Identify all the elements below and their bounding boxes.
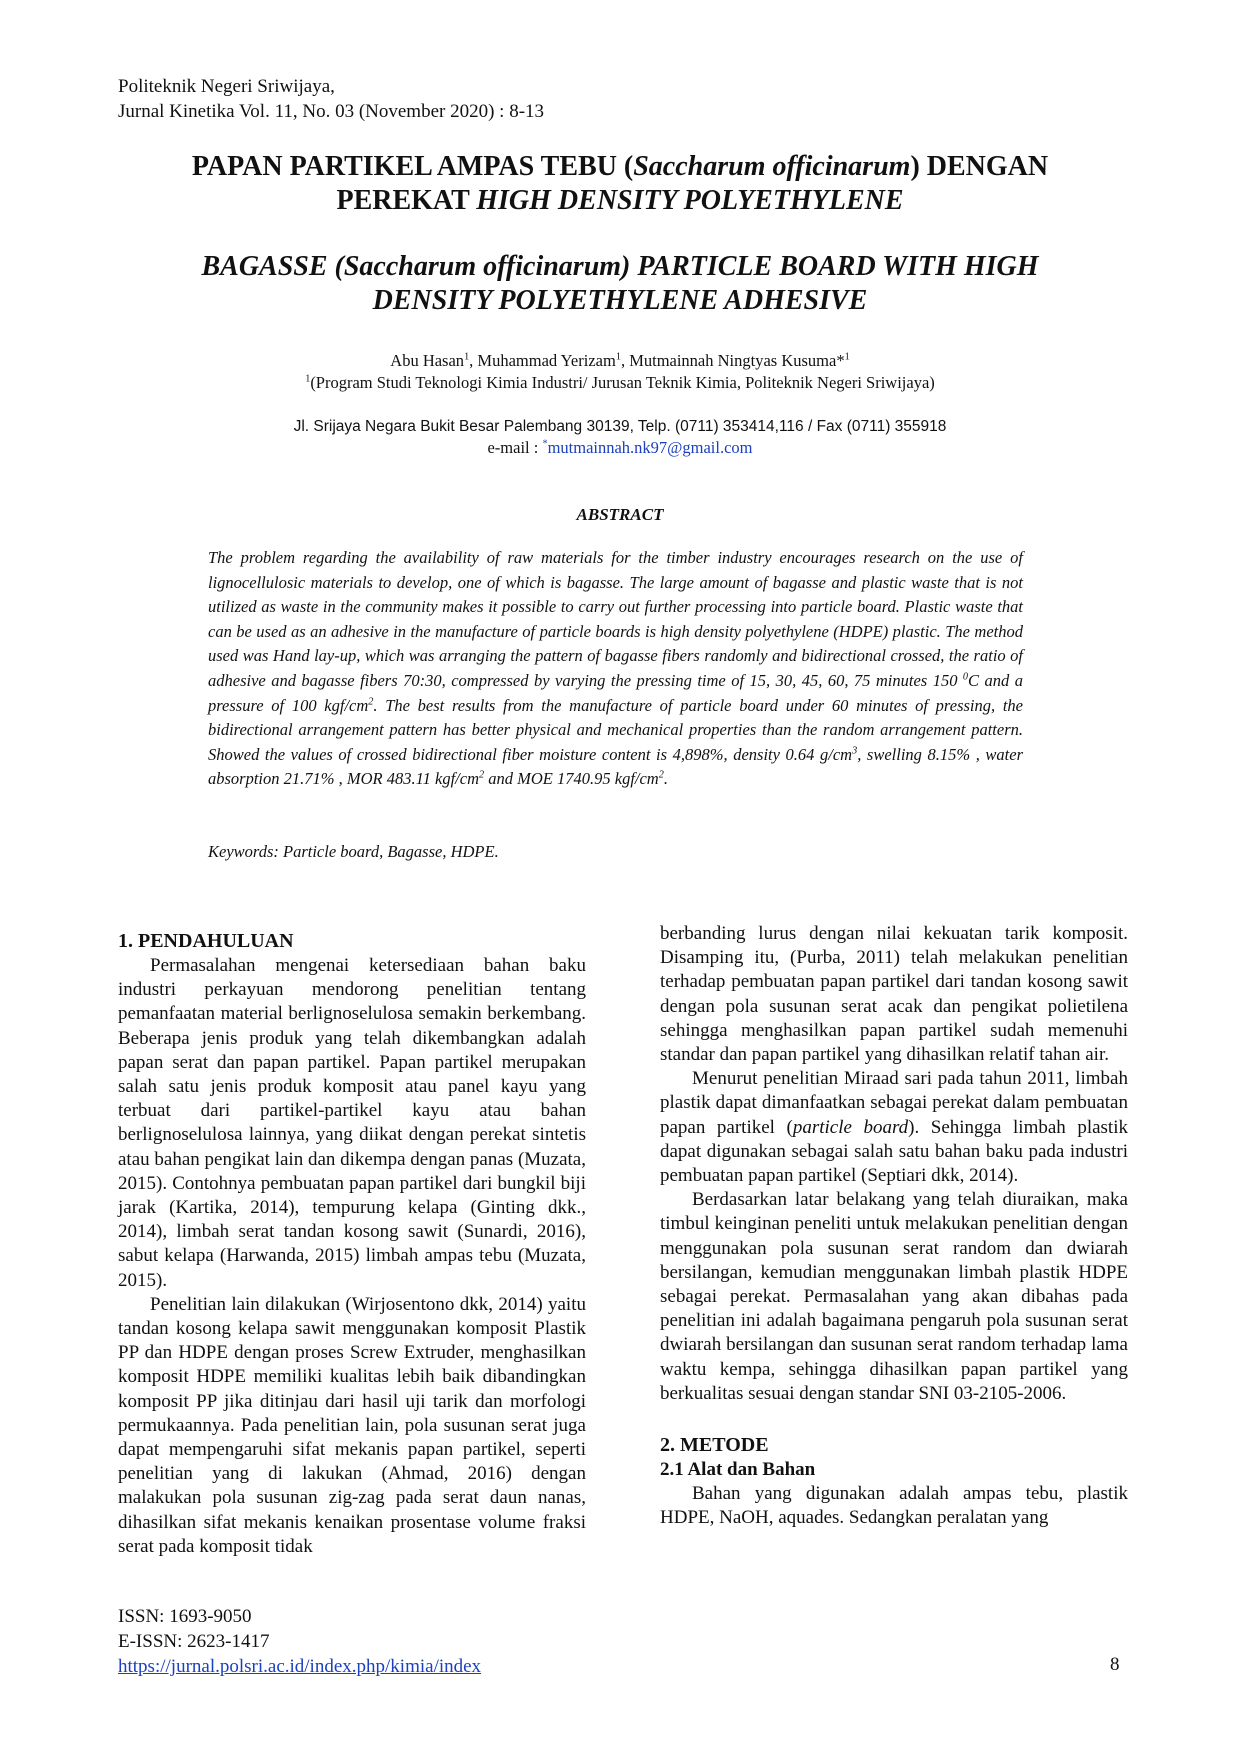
subsection-heading: 2.1 Alat dan Bahan xyxy=(660,1459,816,1481)
keywords: Keywords: Particle board, Bagasse, HDPE. xyxy=(208,842,499,861)
title-id-part2: ) DENGAN xyxy=(910,151,1049,182)
right-column xyxy=(660,922,1128,1531)
author-block xyxy=(100,350,1140,394)
journal-header xyxy=(118,74,544,124)
title-id-part1: PAPAN PARTIKEL AMPAS TEBU ( xyxy=(191,151,634,182)
title-id-line2-a: PEREKAT xyxy=(336,185,477,216)
header-journal-info: Jurnal Kinetika Vol. 11, No. 03 (November 2020) : 8-13 xyxy=(118,101,545,122)
abstract-heading: ABSTRACT xyxy=(576,505,664,524)
author-affiliation: $^1$(Program Studi Teknologi Kimia Industri/ Jurusan Teknik Kimia, Politeknik Negeri Sriwijaya) xyxy=(305,373,935,392)
body-paragraph: berbanding lurus dengan nilai kekuatan tarik komposit. Disamping itu, (Purba, 2011) telah melakukan penelitian terhadap pembuatan papan partikel dari tandan kosong sawit dengan pola susunan serat acak dan pengikat polietilena sehingga menghasilkan papan partikel sudah memenuhi standar dan papan partikel yang dihasilkan relatif tahan air. xyxy=(660,923,1128,1066)
footer-eissn: E-ISSN: 2623-1417 xyxy=(118,1631,270,1652)
email-link[interactable]: *mutmainnah.nk97@gmail.com xyxy=(542,438,753,457)
body-paragraph: Penelitian lain dilakukan (Wirjosentono dkk, 2014) yaitu tandan kosong kelapa sawit menggunakan komposit Plastik PP dan HDPE dengan proses Screw Extruder, menghasilkan komposit HDPE memiliki kualitas lebih baik dibandingkan komposit PP jika ditinjau dari hasil uji tarik dan morfologi permukaannya. Pada penelitian lain, pola susunan serat juga dapat mempengaruhi sifat mekanis papan partikel, seperti penelitian yang di lakukan (Ahmad, 2016) dengan malakukan pola susunan zig-zag pada serat daun nanas, dihasilkan sifat mekanis kenaikan prosentase volume fraksi serat pada komposit tidak xyxy=(118,1293,586,1557)
left-column xyxy=(118,928,586,1559)
footer-issn: ISSN: 1693-9050 xyxy=(118,1606,252,1627)
title-id-line2-b: HIGH DENSITY POLYETHYLENE xyxy=(476,185,904,216)
title-english xyxy=(100,250,1140,318)
header-institution: Politeknik Negeri Sriwijaya, xyxy=(118,76,335,97)
section-heading-method: 2. METODE xyxy=(660,1434,769,1457)
section-heading-introduction: 1. PENDAHULUAN xyxy=(118,930,294,952)
title-en-line2: DENSITY POLYETHYLENE ADHESIVE xyxy=(372,285,868,316)
title-en-line1: BAGASSE (Saccharum officinarum) PARTICLE BOARD WITH HIGH xyxy=(201,251,1039,282)
body-paragraph: Menurut penelitian Miraad sari pada tahun 2011, limbah plastik dapat dimanfaatkan sebagai perekat dalam pembuatan papan partikel (particle board). Sehingga limbah plastik dapat digunakan sebagai salah satu bahan baku pada industri pembuatan papan partikel (Septiari dkk, 2014). xyxy=(660,1068,1128,1187)
footer-journal-link[interactable]: https://jurnal.polsri.ac.id/index.php/kimia/index xyxy=(118,1656,482,1677)
title-id-species: Saccharum officinarum xyxy=(633,151,911,182)
author-list: Abu Hasan$^1$, Muhammad Yerizam$^1$, Mutmainnah Ningtyas Kusuma*$^1$ xyxy=(390,351,850,370)
body-paragraph: Permasalahan mengenai ketersediaan bahan baku industri perkayuan mendorong penelitian tentang pemanfaatan material berlignoselulosa semakin berkembang. Beberapa jenis produk yang telah dikembangkan adalah papan serat dan papan partikel. Papan partikel merupakan salah satu jenis produk komposit atau panel kayu yang terbuat dari partikel-partikel kayu atau bahan berlignoselulosa lainnya, yang diikat dengan perekat sintetis atau bahan pengikat lain dan dikempa dengan panas (Muzata, 2015). Contohnya pembuatan papan partikel dari bungkil biji jarak (Kartika, 2014), tempurung kelapa (Ginting dkk., 2014), limbah serat tandan kosong sawit (Sunardi, 2016), sabut kelapa (Harwanda, 2015) limbah ampas tebu (Muzata, 2015). xyxy=(118,955,586,1291)
contact-email: e-mail : *mutmainnah.nk97@gmail.com xyxy=(487,438,753,457)
page-number: 8 xyxy=(1110,1654,1120,1675)
page-footer xyxy=(118,1604,481,1679)
abstract-text: The problem regarding the availability of raw materials for the timber industry encourages research on the use of lignocellulosic materials to develop, one of which is bagasse. The large amount of bagasse and plastic waste that is not utilized as waste in the community makes it possible to carry out further processing into particle board. Plastic waste that can be used as an adhesive in the manufacture of particle boards is high density polyethylene (HDPE) plastic. The method used was Hand lay-up, which was arranging the pattern of bagasse fibers randomly and bidirectional crossed, the ratio of adhesive and bagasse fibers 70:30, compressed by varying the pressing time of 15, 30, 45, 60, 75 minutes 150 $^0$C and a pressure of 100 kgf/$cm^2$. The best results from the manufacture of particle board under 60 minutes of pressing, the bidirectional arrangement pattern has better physical and mechanical properties than the random arrangement pattern. Showed the values of crossed bidirectional fiber moisture content is 4,898%, density 0.64 $g/cm^3$, swelling 8.15% , water absorption 21.71% , MOR 483.11 kgf/$cm^2$ and MOE 1740.95 kgf/$cm^2$. xyxy=(208,548,1023,789)
body-paragraph: Bahan yang digunakan adalah ampas tebu, plastik HDPE, NaOH, aquades. Sedangkan peralatan yang xyxy=(660,1483,1128,1529)
title-indonesian xyxy=(100,150,1140,218)
institution-address: Jl. Srijaya Negara Bukit Besar Palembang 30139, Telp. (0711) 353414,116 / Fax (0711) 355918 xyxy=(293,418,947,435)
body-paragraph: Berdasarkan latar belakang yang telah diuraikan, maka timbul keinginan peneliti untuk melakukan penelitian dengan menggunakan pola susunan serat random dan dwiarah bersilangan, kemudian menggunakan limbah plastik HDPE sebagai perekat. Permasalahan yang akan dibahas pada penelitian ini adalah bagaimana pengaruh pola susunan serat dwiarah bersilangan dan susunan serat random terhadap lama waktu kempa, sehingga dihasilkan papan partikel yang berkualitas sesuai dengan standar SNI 03-2105-2006. xyxy=(660,1189,1128,1404)
